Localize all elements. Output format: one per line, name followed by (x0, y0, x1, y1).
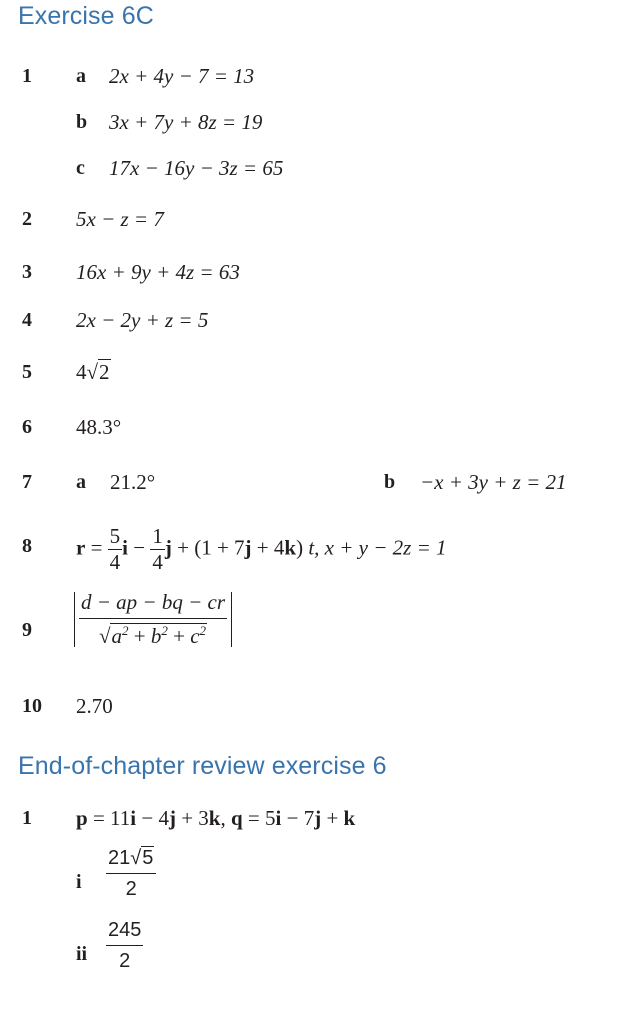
part-label: c (76, 157, 85, 179)
answer-8 (0, 524, 631, 574)
answer-value: 2.70 (76, 694, 113, 718)
answer-expression: 2x − 2y + z = 5 (76, 308, 209, 332)
question-number: 2 (22, 208, 32, 230)
answer-7 (0, 462, 631, 502)
answer-expression: 4√2 (76, 360, 110, 384)
exercise-title: Exercise 6C (18, 2, 154, 30)
fraction: $\frac{1}{4}$ (152, 524, 163, 574)
review-title: End-of-chapter review exercise 6 (18, 752, 387, 780)
review-answer-1ii (0, 919, 631, 974)
coefficient: 4 (76, 360, 87, 384)
question-number: 6 (22, 416, 32, 438)
line-equation: r = $\frac{5}{4}$ i − $\frac{1}{4}$ j + (1 + 7j + 4k) t, x + y − 2z = 1 (76, 524, 447, 574)
fraction: $\frac{21√5}{2}$ (106, 848, 156, 899)
answer-expression: 2x + 4y − 7 = 13 (109, 64, 255, 88)
answer-3 (0, 252, 631, 292)
radicand: 2 (99, 360, 110, 384)
question-number: 9 (22, 619, 32, 641)
absolute-value (74, 592, 232, 647)
answer-expression: 3x + 7y + 8z = 19 (109, 110, 263, 134)
answer-5 (0, 352, 631, 392)
question-number: 1 (22, 65, 32, 87)
part-label: i (76, 871, 82, 893)
answer-expression: 5x − z = 7 (76, 207, 164, 231)
fraction: $\frac{245}{2}$ (108, 919, 142, 972)
answer-fraction (106, 848, 156, 899)
question-number: 10 (22, 695, 42, 717)
fraction: $\frac{5}{4}$ (109, 524, 121, 574)
answer-9 (0, 590, 631, 650)
question-number: 1 (22, 807, 32, 829)
part-label: a (76, 65, 86, 87)
answer-expression: −x + 3y + z = 21 (420, 470, 567, 494)
question-number: 8 (22, 535, 32, 557)
answer-1b (0, 102, 631, 142)
part-label: ii (76, 943, 88, 965)
distance-formula (74, 592, 232, 647)
question-number: 5 (22, 361, 32, 383)
part-label: b (76, 111, 88, 133)
part-label: a (76, 471, 86, 493)
review-answer-1 (0, 798, 631, 838)
answer-2 (0, 199, 631, 239)
answer-6 (0, 407, 631, 447)
answer-10 (0, 686, 631, 726)
answer-expression: 17x − 16y − 3z = 65 (109, 156, 284, 180)
answer-value: 21.2° (110, 470, 156, 494)
answer-1a (0, 56, 631, 96)
question-number: 3 (22, 261, 32, 283)
question-number: 7 (22, 471, 32, 493)
vector-r: r (76, 535, 86, 560)
vector-definitions: p = 11i − 4j + 3k, q = 5i − 7j + k (76, 806, 356, 830)
answer-fraction (106, 920, 143, 971)
review-answer-1i (0, 847, 631, 902)
answer-4 (0, 300, 631, 340)
answer-expression: 16x + 9y + 4z = 63 (76, 260, 240, 284)
answer-value: 48.3° (76, 415, 122, 439)
question-number: 4 (22, 309, 32, 331)
answer-1c (0, 148, 631, 188)
fraction: $\frac{d - ap - bq - cr}{√a^2 + b^2 + c^2}$ (81, 590, 226, 648)
part-label: b (384, 471, 396, 493)
